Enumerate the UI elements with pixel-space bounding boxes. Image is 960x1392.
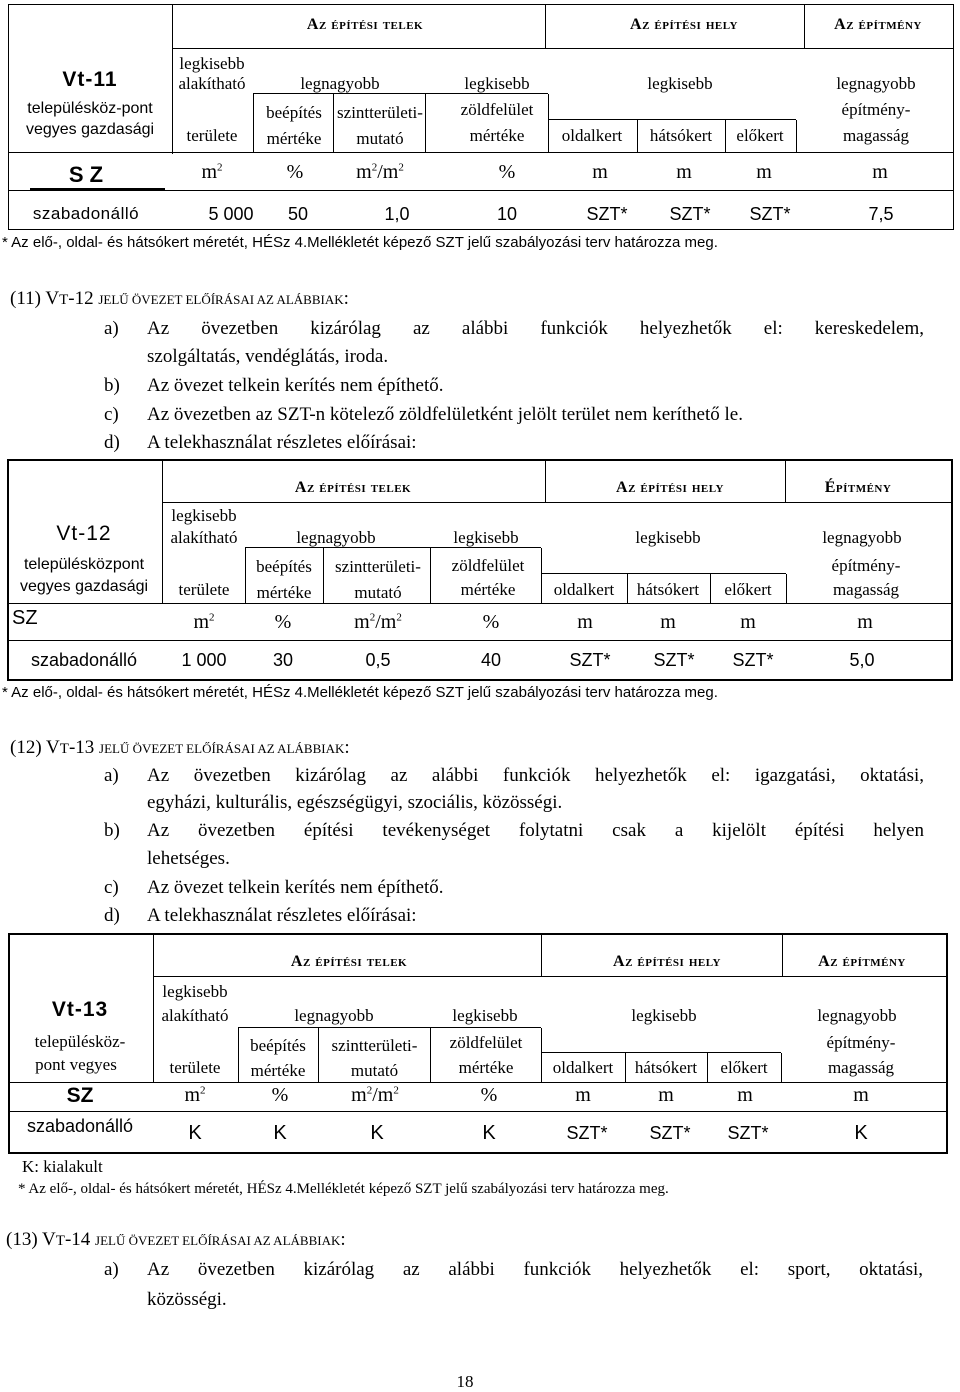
item-text: Az övezetben építési tevékenységet folytatni csak a kijelölt építési helyen [147,820,924,841]
footnote: * Az elő-, oldal- és hátsókert méretét, HÉSz 4.Mellékletét képező SZT jelű szabályozási terv határozza meg. [18,1181,669,1197]
col-label-mertek: mértéke [460,580,516,599]
sz-label: SZ [12,607,38,629]
cell-value: 50 [287,204,309,224]
col-top-label: legkisebb [635,528,701,547]
row-label: szabadonálló [30,650,138,670]
item-text: Az övezetben kizárólag az alábbi funkciók helyezhetők el: sport, oktatási, [147,1259,923,1280]
item-marker: b) [104,820,120,841]
zone-desc-2: pont vegyes [35,1055,117,1074]
col-top-label: legnagyobb [836,74,916,93]
col-label-mertek: mértéke [469,126,525,145]
unit: $m^2/m^2$ [356,161,404,183]
note: K: kialakult [22,1157,103,1176]
cell-value: SZT* [586,204,628,224]
cell-value: K [854,1122,868,1144]
cell-value: K [188,1122,202,1144]
item-marker: b) [104,375,120,396]
zone-desc-1: településköz-pont [27,100,153,117]
zone-desc-2: vegyes gazdasági [19,578,149,595]
col-top-label: legnagyobb [300,74,380,93]
group-header-hely: Az építési hely [616,479,724,496]
item-text: Az övezet telkein kerítés nem építhető. [147,877,444,898]
unit: m [676,161,692,183]
col-label-terulete: területe [178,580,230,599]
group-header-telek: Az építési telek [290,953,408,970]
sz-label: SZ [66,1084,94,1107]
item-text: A telekhasználat részletes előírásai: [147,432,417,453]
item-text-cont: egyházi, kulturális, egészségügyi, szociális, közösségi. [147,792,563,813]
unit: $m^2$ [184,1084,206,1106]
item-marker: d) [104,432,120,453]
col-label-beepites: beépítés mértéke [256,557,312,602]
cell-value: 0,5 [365,650,391,670]
cell-value: 30 [272,650,294,670]
col-mid-label: alakítható [178,74,246,93]
col-label-oldalkert: oldalkert [561,126,623,145]
col-mid-label: építmény- [841,100,911,119]
zone-desc-2: vegyes gazdasági [25,121,155,138]
col-label-hatsokert: hátsókert [649,126,713,145]
unit: % [274,611,292,633]
col-label-hatsokert: hátsókert [634,1058,698,1077]
unit: m [853,1084,869,1106]
col-top-label: legkisebb [162,982,228,1001]
col-label-elokert: előkert [736,126,784,145]
unit: m [857,611,873,633]
item-text: A telekhasználat részletes előírásai: [147,905,417,926]
group-header-telek: Az építési telek [306,16,424,33]
item-text-cont: szolgáltatás, vendéglátás, iroda. [147,346,389,367]
col-mid-label: alakítható [170,528,238,547]
col-top-label: legkisebb [631,1006,697,1025]
unit: $m^2$ [193,611,215,633]
col-top-label: legkisebb [453,528,519,547]
unit: m [660,611,676,633]
cell-value: SZT* [732,650,774,670]
group-header-epitmeny: Építmény [824,479,892,496]
cell-value: SZT* [749,204,791,224]
col-top-label: legnagyobb [294,1006,374,1025]
row-label: szabadonálló [26,1116,134,1136]
col-top-label: legnagyobb [822,528,902,547]
cell-value: SZT* [653,650,695,670]
col-top-label: legkisebb [464,74,530,93]
item-text-cont: lehetséges. [147,848,230,869]
col-mid-label: zöldfelület [449,1033,523,1052]
zone-desc-1: településközpont [23,556,145,573]
cell-value: SZT* [669,204,711,224]
col-top-label: legkisebb [647,74,713,93]
unit: % [286,161,304,183]
row-label: szabadonálló [32,204,140,223]
unit: % [480,1084,498,1106]
page-number: 18 [456,1372,474,1391]
col-label-elokert: előkert [724,580,772,599]
section-heading: (12) VT-13 JELŰ ÖVEZET ELŐÍRÁSAI AZ ALÁBBIAK: [10,737,350,758]
col-label-szintterulet: szintterületi- mutató [337,103,423,148]
zone-code: Vt-12 [56,522,112,545]
section-heading: (11) VT-12 JELŰ ÖVEZET ELŐÍRÁSAI AZ ALÁBBIAK: [10,288,349,309]
unit: $m^2$ [201,161,223,183]
item-text: Az övezetben kizárólag az alábbi funkciók helyezhetők el: kereskedelem, [147,318,924,339]
cell-value: K [370,1122,384,1144]
unit: m [737,1084,753,1106]
item-marker: d) [104,905,120,926]
col-label-oldalkert: oldalkert [552,1058,614,1077]
cell-value: SZT* [727,1123,769,1143]
unit: $m^2/m^2$ [351,1084,399,1106]
col-mid-label: zöldfelület [460,100,534,119]
unit: m [740,611,756,633]
col-label-terulete: területe [169,1058,221,1077]
cell-value: SZT* [566,1123,608,1143]
group-header-epitmeny: Az építmény [818,953,906,970]
unit: m [592,161,608,183]
unit: % [271,1084,289,1106]
unit: $m^2/m^2$ [354,611,402,633]
col-label-oldalkert: oldalkert [553,580,615,599]
unit: % [482,611,500,633]
cell-value: 5,0 [849,650,875,670]
col-top-label: legkisebb [179,54,245,73]
item-text: Az övezet telkein kerítés nem építhető. [147,375,444,396]
cell-value: 10 [496,204,518,224]
col-label-magassag: magasság [842,126,910,145]
item-marker: a) [104,318,119,339]
cell-value: 1,0 [384,204,410,224]
unit: m [577,611,593,633]
cell-value: 7,5 [868,204,894,224]
section-heading: (13) VT-14 JELŰ ÖVEZET ELŐÍRÁSAI AZ ALÁBBIAK: [6,1229,346,1250]
col-top-label: legnagyobb [296,528,376,547]
cell-value: SZT* [569,650,611,670]
col-mid-label: zöldfelület [451,556,525,575]
unit: m [658,1084,674,1106]
col-mid-label: alakítható [161,1006,229,1025]
sz-label: S Z [68,162,104,187]
zone-desc-1: településköz- [34,1032,126,1051]
col-label-mertek: mértéke [458,1058,514,1077]
col-label-elokert: előkert [720,1058,768,1077]
col-label-beepites: beépítés mértéke [266,103,322,148]
unit: m [872,161,888,183]
item-marker: a) [104,765,119,786]
group-header-telek: Az építési telek [294,479,412,496]
group-header-epitmeny: Az építmény [834,16,922,33]
unit: m [575,1084,591,1106]
col-label-szintterulet: szintterületi- mutató [335,557,421,602]
item-text: Az övezetben kizárólag az alábbi funkciók helyezhetők el: igazgatási, oktatási, [147,765,924,786]
item-text: Az övezetben az SZT-n kötelező zöldfelületként jelölt terület nem keríthető le. [147,404,743,425]
cell-value: 1 000 [181,650,227,670]
footnote: * Az elő-, oldal- és hátsókert méretét, HÉSz 4.Mellékletét képező SZT jelű szabályozási terv határozza meg. [2,684,718,701]
group-header-hely: Az építési hely [613,953,721,970]
cell-value: 5 000 [208,204,254,224]
zone-code: Vt-13 [51,998,109,1021]
cell-value: K [273,1122,287,1144]
col-top-label: legkisebb [171,506,237,525]
zone-code: Vt-11 [62,68,118,91]
col-top-label: legnagyobb [817,1006,897,1025]
item-text-cont: közösségi. [147,1289,227,1310]
footnote: * Az elő-, oldal- és hátsókert méretét, HÉSz 4.Mellékletét képező SZT jelű szabályozási terv határozza meg. [2,234,718,251]
unit: % [498,161,516,183]
col-label-terulete: területe [186,126,238,145]
col-top-label: legkisebb [452,1006,518,1025]
col-mid-label: építmény- [831,556,901,575]
col-label-hatsokert: hátsókert [636,580,700,599]
unit: m [756,161,772,183]
col-label-szintterulet: szintterületi- mutató [331,1036,418,1080]
cell-value: 40 [480,650,502,670]
col-label-magassag: magasság [827,1058,895,1077]
item-marker: a) [104,1259,119,1280]
cell-value: K [482,1122,496,1144]
col-mid-label: építmény- [826,1033,896,1052]
item-marker: c) [104,404,119,425]
cell-value: SZT* [649,1123,691,1143]
col-label-magassag: magasság [832,580,900,599]
item-marker: c) [104,877,119,898]
col-label-beepites: beépítés mértéke [250,1036,306,1080]
group-header-hely: Az építési hely [630,16,738,33]
